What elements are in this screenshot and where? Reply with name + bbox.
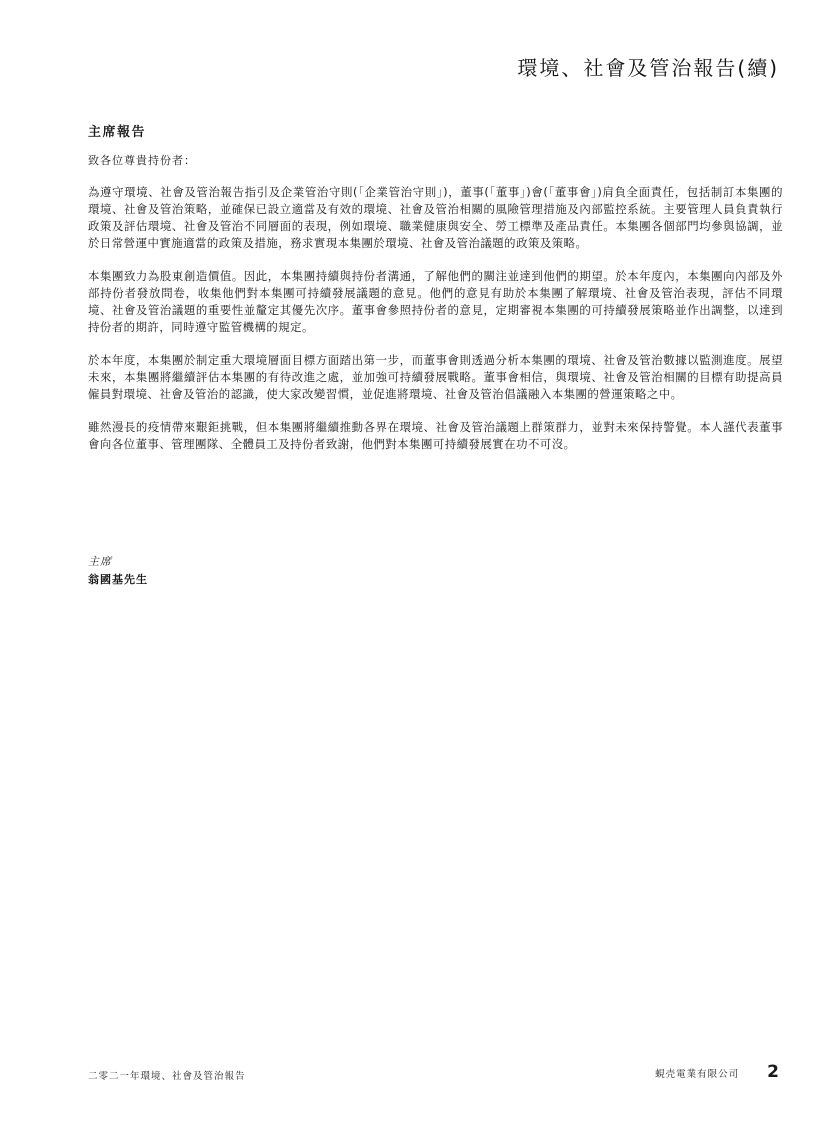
footer-company-name: 蜆壳電業有限公司	[655, 1069, 740, 1080]
signature-name: 翁國基先生	[88, 573, 148, 586]
footer-report-name: 二零二一年環境、社會及管治報告	[88, 1071, 246, 1082]
paragraph-closing: 雖然漫長的疫情帶來艱鉅挑戰，但本集團將繼續推動各界在環境、社會及管治議題上群策群力，並對未來保持警覺。本人謹代表董事會向各位董事、管理團隊、全體員工及持份者致謝，他們對本集團可持續發展實在功不可沒。	[88, 420, 783, 451]
footer-right	[655, 1062, 779, 1082]
page-number: 2	[767, 1062, 779, 1082]
paragraph-responsibility: 為遵守環境、社會及管治報告指引及企業管治守則(「企業管治守則」)，董事(「董事」)會(「董事會」)肩負全面責任，包括制訂本集團的環境、社會及管治策略，並確保已設立適當及有效的環境、社會及管治相關的風險管理措施及內部監控系統。主要管理人員負責執行政策及評估環境、社會及管治不同層面的表現，例如環境、職業健康與安全、勞工標準及產品責任。本集團各個部門均參與協調，並於日常營運中實施適當的政策及措施，務求實現本集團於環境、社會及管治議題的政策及策略。	[88, 185, 783, 250]
page-header-title: 環境、社會及管治報告(續)	[517, 56, 779, 80]
letter-body	[88, 184, 783, 469]
section-title: 主席報告	[88, 125, 147, 140]
letter-salutation: 致各位尊貴持份者：	[88, 154, 196, 167]
paragraph-stakeholders: 本集團致力為股東創造價值。因此，本集團持續與持份者溝通，了解他們的關注並達到他們的期望。於本年度內，本集團向內部及外部持份者發放問卷，收集他們對本集團可持續發展議題的意見。他們的意見有助於本集團了解環境、社會及管治表現，評估不同環境、社會及管治議題的重要性並釐定其優先次序。董事會參照持份者的意見，定期審視本集團的可持續發展策略並作出調整，以達到持份者的期許，同時遵守監管機構的規定。	[88, 269, 783, 334]
signature-role: 主席	[88, 555, 112, 568]
signature-block	[88, 553, 148, 589]
paragraph-targets: 於本年度，本集團於制定重大環境層面目標方面踏出第一步，而董事會則透過分析本集團的環境、社會及管治數據以監測進度。展望未來，本集團將繼續評估本集團的有待改進之處，並加強可持續發展戰略。董事會相信，與環境、社會及管治相關的目標有助提高員僱員對環境、社會及管治的認識，使大家改變習慣，並促進將環境、社會及管治倡議融入本集團的營運策略之中。	[88, 353, 783, 401]
